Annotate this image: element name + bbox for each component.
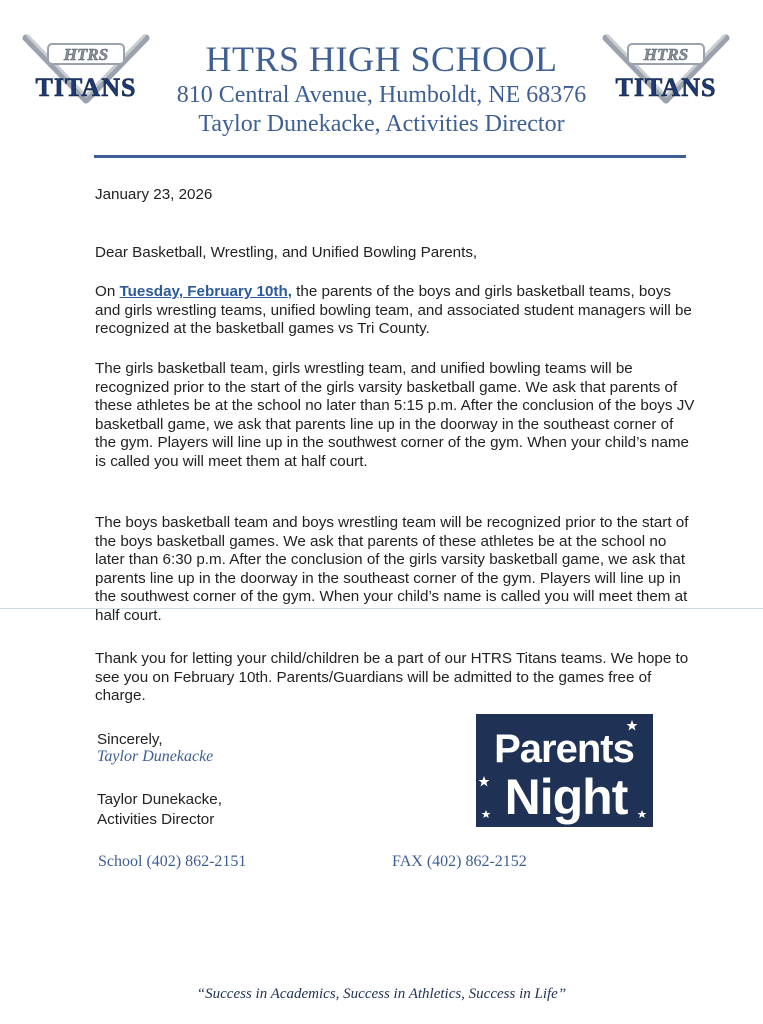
logo-bottom-text: TITANS: [615, 73, 717, 102]
closing: Sincerely,: [97, 731, 163, 748]
parents-night-graphic: [476, 714, 653, 827]
paragraph-1-rest: the parents of the boys and girls basketball teams, boys and girls wrestling teams, unified bowling team, and associated student managers will be recognized at the basketball games vs Tri County.: [95, 283, 692, 337]
school-address: 810 Central Avenue, Humboldt, NE 68376: [176, 82, 587, 108]
event-date-highlight: Tuesday, February 10th,: [119, 283, 292, 300]
school-name: HTRS HIGH SCHOOL: [205, 39, 558, 79]
badge-line-2: Night: [504, 769, 628, 825]
paragraph-2: [95, 360, 695, 471]
fax-number: FAX (402) 862-2152: [392, 853, 527, 870]
paragraph-4-text: Thank you for letting your child/children be a part of our HTRS Titans teams. We hope to see you on February 10th. Parents/Guardians will be admitted to the games free of charge.: [95, 650, 689, 704]
letter-date: January 23, 2026: [95, 186, 213, 203]
paragraph-3-text: The boys basketball team and boys wrestling team will be recognized prior to the start of the boys basketball games. We ask that parents of these athletes be at the school no later than 6:30 p.m. After the conclusion of the girls varsity basketball game, we ask that parents line up in the doorway in the southeast corner of the gym. Players will line up in the southwest corner of the gym. When your child’s name is called you will meet them at half court.: [95, 514, 689, 624]
logo-top-text: HTRS: [643, 45, 689, 64]
sender-title: Activities Director: [97, 811, 215, 828]
paragraph-2-text: The girls basketball team, girls wrestling team, and unified bowling teams will be recognized prior to the start of the girls varsity basketball game. We ask that parents of these athletes be at the school no later than 5:15 p.m. After the conclusion of the boys JV basketball game, we ask that parents line up in the doorway in the southeast corner of the gym. Players will line up in the southwest corner of the gym. When your child’s name is called you will meet them at half court.: [95, 360, 695, 470]
parents-night-badge: [476, 714, 653, 827]
paragraph-3: [95, 514, 695, 625]
signature: Taylor Dunekacke: [97, 748, 214, 765]
director-line: Taylor Dunekacke, Activities Director: [198, 111, 565, 137]
logo-top-text: HTRS: [63, 45, 109, 64]
header-divider: [94, 155, 686, 158]
paragraph-1-lead: On: [95, 283, 120, 300]
school-phone: School (402) 862-2151: [98, 853, 247, 870]
letter-salutation: Dear Basketball, Wrestling, and Unified Bowling Parents,: [95, 244, 478, 261]
badge-line-1: Parents: [494, 727, 634, 771]
logo-bottom-text: TITANS: [35, 73, 137, 102]
paragraph-4: [95, 650, 695, 706]
sender-name: Taylor Dunekacke,: [97, 791, 222, 808]
footer-motto: “Success in Academics, Success in Athletics, Success in Life”: [196, 986, 567, 1002]
paragraph-1: [95, 283, 695, 339]
